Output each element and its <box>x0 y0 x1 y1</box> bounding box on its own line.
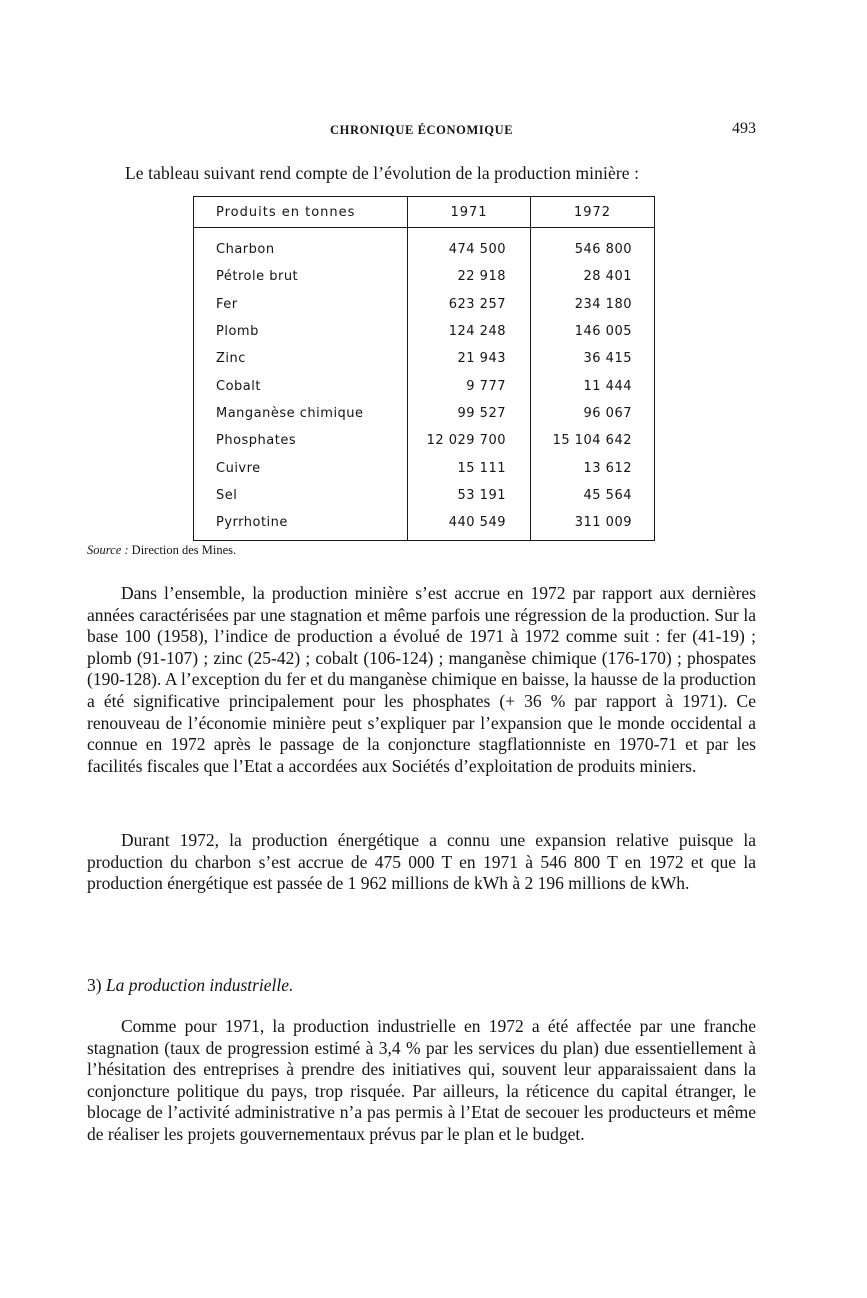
table-row <box>194 291 654 318</box>
value-1972: 15 104 642 <box>552 433 632 449</box>
value-1971: 623 257 <box>408 291 531 318</box>
paragraph-energy: Durant 1972, la production énergétique a connu une expansion relative puisque la production du charbon s’est accrue de 475 000 T en 1971 à 546 800 T en 1972 et que la production énergétique est passée de 1 962 millions de kWh à 2 196 millions de kWh. <box>87 830 756 894</box>
product-name: Charbon <box>194 228 408 264</box>
section-number: 3) <box>87 975 102 995</box>
header-1971: 1971 <box>408 197 531 228</box>
table-row <box>194 372 654 399</box>
value-1971: 474 500 <box>408 228 531 264</box>
table-row <box>194 228 654 264</box>
table-row <box>194 400 654 427</box>
table-intro-text: Le tableau suivant rend compte de l’évolution de la production minière : <box>125 163 640 183</box>
product-name: Manganèse chimique <box>194 400 408 427</box>
running-title: CHRONIQUE ÉCONOMIQUE <box>330 123 514 137</box>
value-1972: 11 444 <box>583 378 632 394</box>
source-label: Source : <box>87 543 129 557</box>
table-source-note <box>87 543 236 558</box>
product-name: Zinc <box>194 345 408 372</box>
running-header <box>0 120 867 142</box>
value-1971: 9 777 <box>408 372 531 399</box>
product-name: Sel <box>194 482 408 509</box>
table-row <box>194 427 654 454</box>
product-name: Pyrrhotine <box>194 509 408 540</box>
value-1972: 36 415 <box>583 351 632 367</box>
value-1972: 28 401 <box>583 269 632 285</box>
value-1971: 22 918 <box>408 263 531 290</box>
value-1972: 546 800 <box>574 242 632 258</box>
paragraph-industry: Comme pour 1971, la production industrielle en 1972 a été affectée par une franche stagnation (taux de progression estimé à 3,4 % par les services du plan) due essentiellement à l’hésitation des entreprises à prendre des initiatives qui, souvent leur apparaissaient dans la conjoncture politique du pays, trop risquée. Par ailleurs, la réticence du capital étranger, le blocage de l’activité administrative n’a pas permis à l’Etat de secouer les producteurs et même de réaliser les projets gouvernementaux prévus par le plan et le budget. <box>87 1016 756 1144</box>
value-1971: 99 527 <box>408 400 531 427</box>
table-row <box>194 345 654 372</box>
product-name: Cuivre <box>194 454 408 481</box>
product-name: Pétrole brut <box>194 263 408 290</box>
product-name: Phosphates <box>194 427 408 454</box>
header-products: Produits en tonnes <box>194 197 408 228</box>
value-1971: 440 549 <box>408 509 531 540</box>
value-1972: 13 612 <box>583 460 632 476</box>
table-row <box>194 482 654 509</box>
value-1971: 15 111 <box>408 454 531 481</box>
section-heading <box>87 975 293 996</box>
header-1972: 1972 <box>531 197 655 228</box>
value-1972: 234 180 <box>574 296 632 312</box>
product-name: Cobalt <box>194 372 408 399</box>
value-1971: 124 248 <box>408 318 531 345</box>
value-1971: 12 029 700 <box>408 427 531 454</box>
product-name: Fer <box>194 291 408 318</box>
table-row <box>194 509 654 540</box>
value-1972: 311 009 <box>574 515 632 531</box>
paragraph-mining: Dans l’ensemble, la production minière s’est accrue en 1972 par rapport aux dernières années caractérisées par une stagnation et même parfois une régression de la production. Sur la base 100 (1958), l’indice de production a évolué de 1971 à 1972 comme suit : fer (41-19) ; plomb (91-107) ; zinc (25-42) ; cobalt (106-124) ; manganèse chimique (176-170) ; phospates (190-128). A l’exception du fer et du manganèse chimique en baisse, la hausse de la production a été significative principalement pour les phosphates (+ 36 % par rapport à 1971). Ce renouveau de l’économie minière peut s’expliquer par l’expansion que le monde occidental a connue en 1972 après le passage de la conjoncture stagflationniste en 1970-71 et par les facilités fiscales que l’Etat a accordées aux Sociétés d’exploitation de produits miniers. <box>87 583 756 776</box>
value-1972: 45 564 <box>583 487 632 503</box>
value-1972: 146 005 <box>574 324 632 340</box>
table-header-row <box>194 197 654 228</box>
value-1972: 96 067 <box>583 405 632 421</box>
source-text: Direction des Mines. <box>131 543 237 557</box>
section-title: La production industrielle. <box>105 975 294 995</box>
table-row <box>194 454 654 481</box>
table-row <box>194 318 654 345</box>
value-1971: 53 191 <box>408 482 531 509</box>
product-name: Plomb <box>194 318 408 345</box>
table-row <box>194 263 654 290</box>
page-number: 493 <box>732 120 756 137</box>
mining-production-table <box>193 196 655 541</box>
value-1971: 21 943 <box>408 345 531 372</box>
